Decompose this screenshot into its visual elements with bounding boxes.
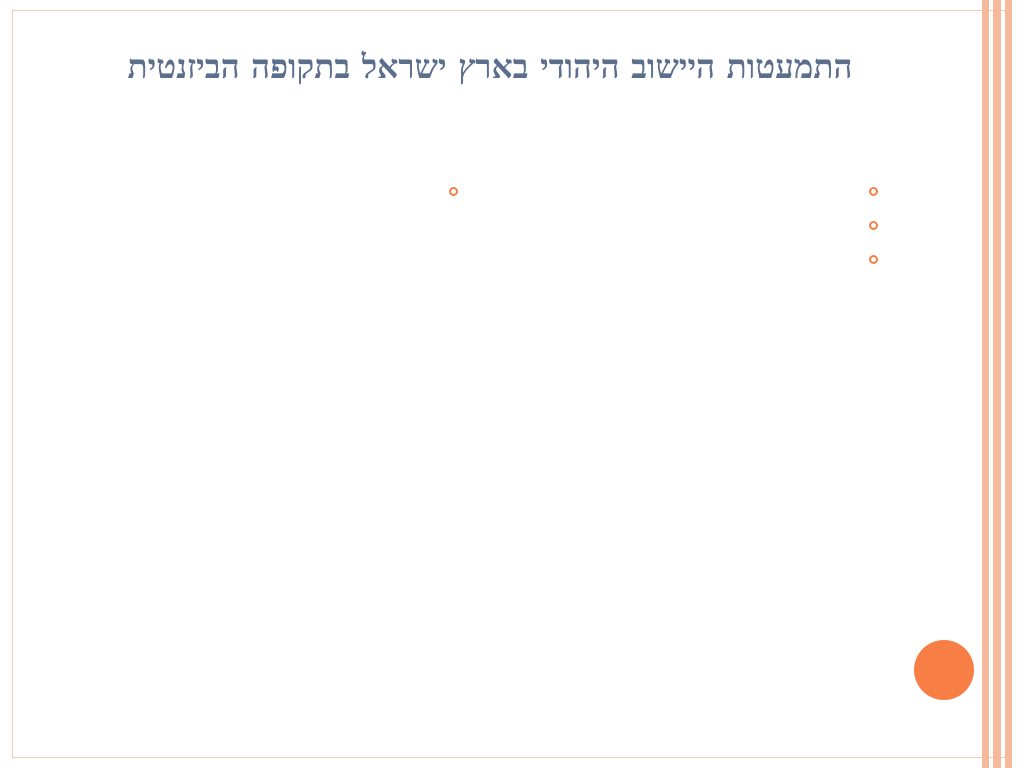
right-bullet-list bbox=[500, 178, 880, 272]
right-column bbox=[500, 178, 880, 280]
circle-bullet-icon bbox=[869, 221, 878, 230]
slide-title: התמעטות היישוב היהודי בארץ ישראל בתקופה הביזנטית bbox=[127, 47, 853, 86]
bullet-item bbox=[500, 178, 880, 204]
bullet-item bbox=[500, 212, 880, 238]
left-bullet-list bbox=[60, 178, 460, 204]
bullet-item bbox=[60, 178, 460, 204]
circle-bullet-icon bbox=[869, 255, 878, 264]
decorative-stripes bbox=[982, 0, 1012, 768]
circle-bullet-icon bbox=[869, 187, 878, 196]
circle-bullet-icon bbox=[449, 187, 458, 196]
bullet-item bbox=[500, 246, 880, 272]
left-column bbox=[60, 178, 460, 212]
decorative-circle bbox=[914, 640, 974, 700]
